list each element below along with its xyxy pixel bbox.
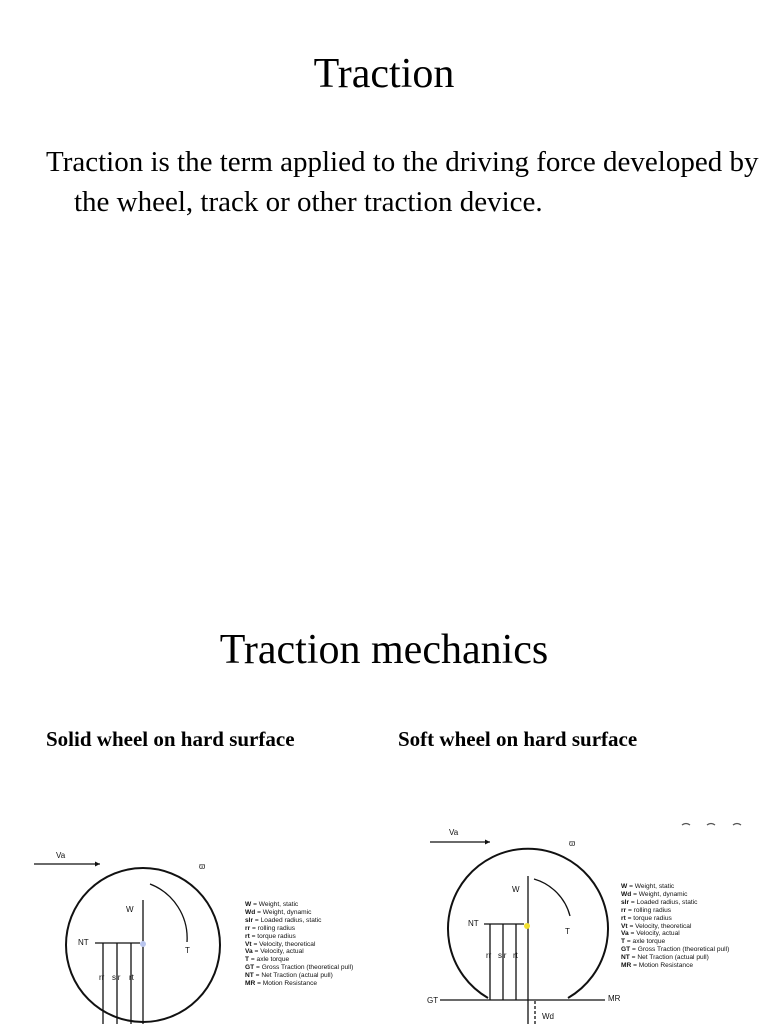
solid-wheel-diagram — [34, 862, 220, 1024]
legend-row: slr = Loaded radius, static — [245, 916, 322, 924]
label-mr: MR — [608, 994, 621, 1003]
label-t: T — [185, 946, 190, 955]
traction-definition: Traction is the term applied to the driving force developed by the wheel, track or other traction device. — [46, 146, 759, 218]
legend-solid-wheel — [245, 901, 353, 988]
label-slr: slr — [112, 973, 121, 982]
legend-row: Wd = Weight, dynamic — [621, 890, 688, 898]
label-nt: NT — [78, 938, 89, 947]
label-va-2: Va — [449, 828, 459, 837]
legend-row: rt = torque radius — [245, 932, 296, 940]
va-arrowhead — [95, 862, 100, 867]
legend-row: Va = Velocity, actual — [621, 930, 680, 938]
legend-soft-wheel — [621, 883, 729, 970]
axle-point — [140, 941, 146, 947]
label-omega-2: ϖ — [569, 839, 576, 848]
axle-point-2 — [524, 923, 530, 929]
legend-row: rr = rolling radius — [245, 924, 296, 932]
label-rr: rr — [99, 973, 105, 982]
label-omega: ϖ — [199, 862, 206, 871]
legend-row: Va = Velocity, actual — [245, 948, 304, 956]
legend-row: Wd = Weight, dynamic — [245, 908, 312, 916]
label-t-2: T — [565, 927, 570, 936]
va-arrowhead-2 — [485, 840, 490, 845]
decoration-dashes — [682, 824, 741, 826]
legend-row: T = axle torque — [245, 956, 290, 964]
slide-title-traction-mechanics: Traction mechanics — [219, 627, 549, 673]
legend-row: T = axle torque — [621, 938, 666, 946]
label-gt: GT — [427, 996, 439, 1005]
legend-row: rr = rolling radius — [621, 906, 672, 914]
legend-row: NT = Net Traction (actual pull) — [245, 972, 333, 980]
legend-row: MR = Motion Resistance — [245, 980, 318, 988]
label-w-2: W — [512, 885, 520, 894]
label-rt-2: rt — [513, 951, 518, 960]
legend-row: slr = Loaded radius, static — [621, 898, 698, 906]
legend-row: GT = Gross Traction (theoretical pull) — [621, 946, 730, 954]
label-rr-2: rr — [486, 951, 492, 960]
label-slr-2: slr — [498, 951, 507, 960]
label-va: Va — [56, 851, 66, 860]
slide-title-traction: Traction — [313, 51, 455, 97]
soft-wheel-heading: Soft wheel on hard surface — [398, 727, 638, 751]
label-wd: Wd — [542, 1012, 554, 1021]
legend-row: W = Weight, static — [245, 901, 299, 908]
legend-row: rt = torque radius — [621, 914, 672, 922]
label-nt-2: NT — [468, 919, 479, 928]
legend-row: W = Weight, static — [621, 883, 675, 890]
legend-row: NT = Net Traction (actual pull) — [621, 954, 709, 962]
rotation-arc — [150, 884, 187, 942]
legend-row: MR = Motion Resistance — [621, 962, 694, 970]
rotation-arc-2 — [534, 879, 570, 916]
solid-wheel-heading: Solid wheel on hard surface — [46, 727, 295, 751]
legend-row: Vt = Velocity, theoretical — [621, 922, 692, 930]
label-rt: rt — [129, 973, 134, 982]
legend-row: GT = Gross Traction (theoretical pull) — [245, 964, 354, 972]
label-w: W — [126, 905, 134, 914]
legend-row: Vt = Velocity, theoretical — [245, 940, 316, 948]
